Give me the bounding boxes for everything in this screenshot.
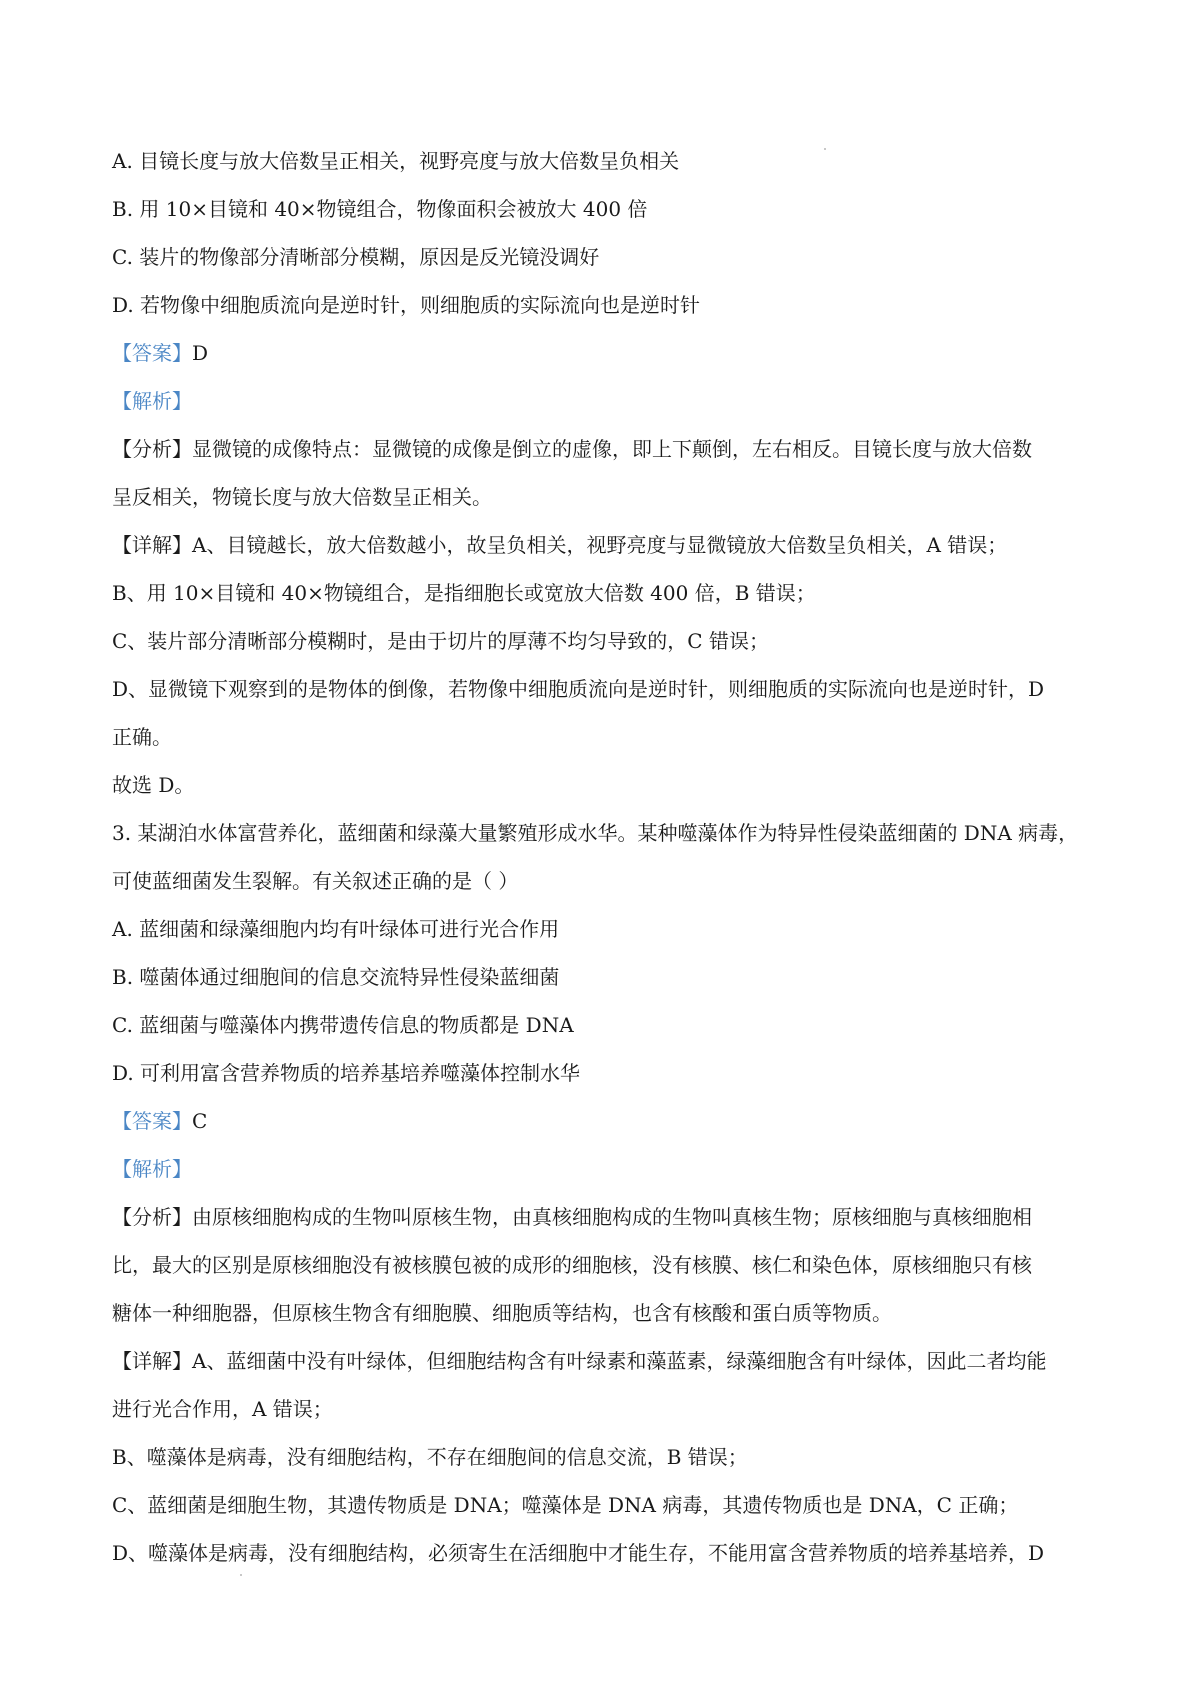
q3-stem-line-2: 可使蓝细菌发生裂解。有关叙述正确的是（ ） xyxy=(112,869,519,893)
q2-option-c: C. 装片的物像部分清晰部分模糊，原因是反光镜没调好 xyxy=(112,245,600,269)
q2-fenxi-line-1 xyxy=(112,436,1032,462)
q2-detail-d-line-2: 正确。 xyxy=(112,725,172,749)
analysis-tag: 【解析】 xyxy=(112,1157,192,1181)
q2-option-d: D. 若物像中细胞质流向是逆时针，则细胞质的实际流向也是逆时针 xyxy=(112,293,701,317)
q2-detail-b: B、用 10×目镜和 40×物镜组合，是指细胞长或宽放大倍数 400 倍，B 错误； xyxy=(112,581,816,605)
q3-detail-a-line-1 xyxy=(112,1348,1046,1374)
q3-stem-line-1: 3. 某湖泊水体富营养化，蓝细菌和绿藻大量繁殖形成水华。某种噬藻体作为特异性侵染蓝细菌的 DNA 病毒， xyxy=(112,821,1079,845)
q2-detail-d-line-1: D、显微镜下观察到的是物体的倒像，若物像中细胞质流向是逆时针，则细胞质的实际流向也是逆时针，D xyxy=(112,677,1045,701)
q3-fenxi-line-1 xyxy=(112,1204,1032,1230)
q2-fenxi-line-2: 呈反相关，物镜长度与放大倍数呈正相关。 xyxy=(112,485,492,509)
fenxi-tag: 【分析】 xyxy=(112,1205,192,1229)
q3-option-d: D. 可利用富含营养物质的培养基培养噬藻体控制水华 xyxy=(112,1061,581,1085)
detail-tag: 【详解】 xyxy=(112,533,192,557)
q2-option-b: B. 用 10×目镜和 40×物镜组合，物像面积会被放大 400 倍 xyxy=(112,197,648,221)
analysis-tag: 【解析】 xyxy=(112,389,192,413)
q2-conclusion: 故选 D。 xyxy=(112,773,195,797)
q3-analysis-heading xyxy=(112,1156,192,1182)
q3-fenxi-line-2: 比，最大的区别是原核细胞没有被核膜包被的成形的细胞核，没有核膜、核仁和染色体，原核细胞只有核 xyxy=(112,1253,1032,1277)
scan-speck xyxy=(240,1574,242,1576)
q2-analysis-heading xyxy=(112,388,192,414)
q3-option-c: C. 蓝细菌与噬藻体内携带遗传信息的物质都是 DNA xyxy=(112,1013,574,1037)
q3-fenxi-line-3: 糖体一种细胞器，但原核生物含有细胞膜、细胞质等结构，也含有核酸和蛋白质等物质。 xyxy=(112,1301,892,1325)
q3-detail-b: B、噬藻体是病毒，没有细胞结构，不存在细胞间的信息交流，B 错误； xyxy=(112,1445,748,1469)
q3-option-b: B. 噬菌体通过细胞间的信息交流特异性侵染蓝细菌 xyxy=(112,965,560,989)
q2-detail-a xyxy=(112,532,1007,558)
q2-detail-c: C、装片部分清晰部分模糊时，是由于切片的厚薄不均匀导致的，C 错误； xyxy=(112,629,769,653)
answer-tag: 【答案】 xyxy=(112,341,192,365)
detail-text: A、蓝细菌中没有叶绿体，但细胞结构含有叶绿素和藻蓝素，绿藻细胞含有叶绿体，因此二者均能 xyxy=(192,1349,1047,1373)
answer-value: C xyxy=(192,1109,208,1133)
fenxi-tag: 【分析】 xyxy=(112,437,192,461)
q2-answer xyxy=(112,340,208,366)
scan-speck xyxy=(824,148,826,150)
q3-detail-c: C、蓝细菌是细胞生物，其遗传物质是 DNA；噬藻体是 DNA 病毒，其遗传物质也是 DNA，C 正确； xyxy=(112,1493,1019,1517)
q2-option-a: A. 目镜长度与放大倍数呈正相关，视野亮度与放大倍数呈负相关 xyxy=(112,149,680,173)
answer-tag: 【答案】 xyxy=(112,1109,192,1133)
q3-option-a: A. 蓝细菌和绿藻细胞内均有叶绿体可进行光合作用 xyxy=(112,917,560,941)
q3-detail-a-line-2: 进行光合作用，A 错误； xyxy=(112,1397,333,1421)
q3-detail-d-line-1: D、噬藻体是病毒，没有细胞结构，必须寄生在活细胞中才能生存，不能用富含营养物质的培养基培养，D xyxy=(112,1541,1045,1565)
answer-value: D xyxy=(192,341,209,365)
q3-answer xyxy=(112,1108,207,1134)
fenxi-text: 显微镜的成像特点：显微镜的成像是倒立的虚像，即上下颠倒，左右相反。目镜长度与放大倍数 xyxy=(192,437,1032,461)
detail-tag: 【详解】 xyxy=(112,1349,192,1373)
detail-text: A、目镜越长，放大倍数越小，故呈负相关，视野亮度与显微镜放大倍数呈负相关，A 错误； xyxy=(192,533,1008,557)
fenxi-text: 由原核细胞构成的生物叫原核生物，由真核细胞构成的生物叫真核生物；原核细胞与真核细胞相 xyxy=(192,1205,1032,1229)
